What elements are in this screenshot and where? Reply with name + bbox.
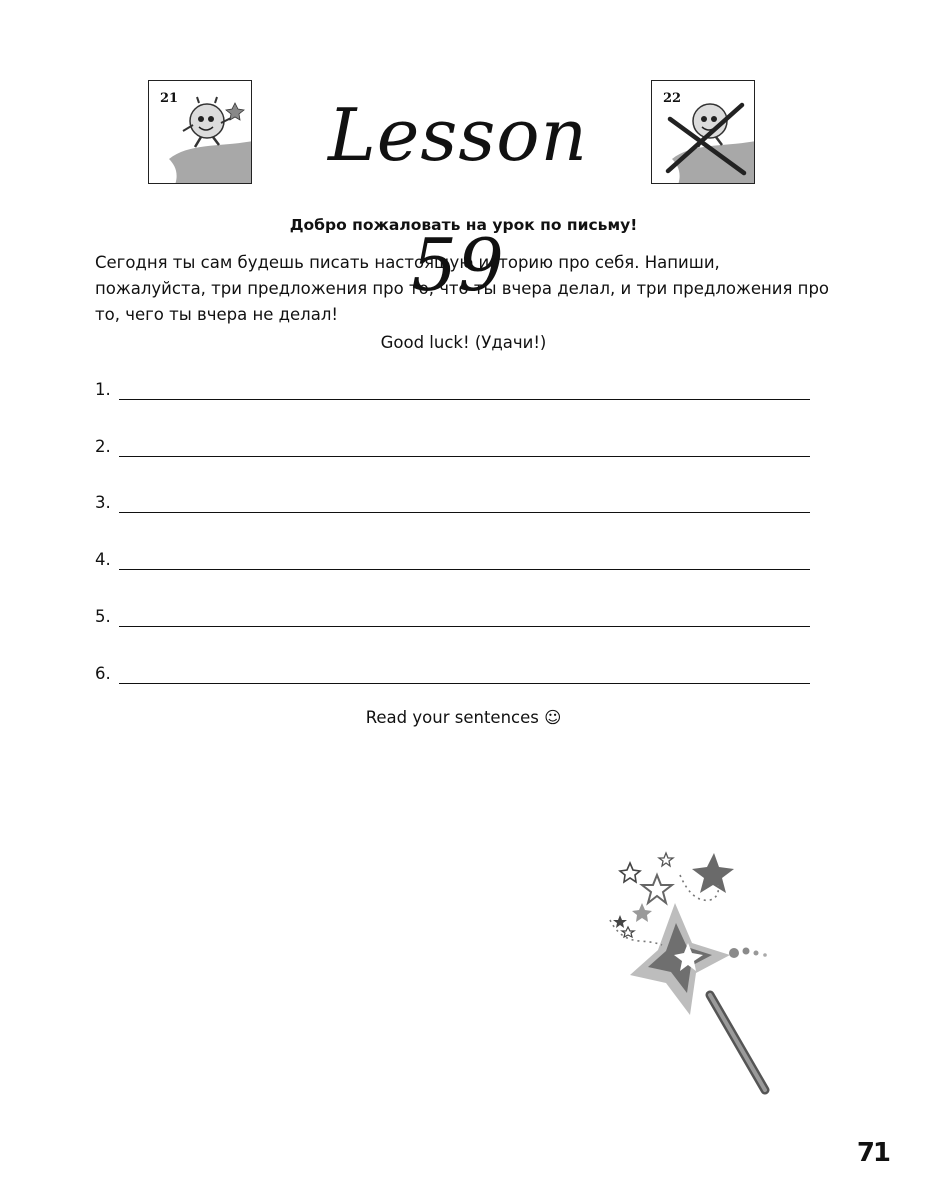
lesson-thumbnail-22 bbox=[651, 80, 755, 184]
line-number: 2. bbox=[95, 437, 111, 456]
thumbnail-number: 22 bbox=[663, 91, 682, 106]
instructions-text: Сегодня ты сам будешь писать настоящую историю про себя. Напиши, пожалуйста, три предложения про то, что ты вчера делал, и три предложения про то, чего ты вчера не делал! bbox=[95, 253, 830, 324]
thumbnail-number: 21 bbox=[160, 91, 179, 106]
blank-line[interactable] bbox=[119, 569, 810, 570]
writing-line-3[interactable] bbox=[95, 493, 810, 519]
page-number: 71 bbox=[856, 1138, 889, 1168]
writing-line-1[interactable] bbox=[95, 380, 810, 406]
lesson-thumbnail-21 bbox=[148, 80, 252, 184]
blank-line[interactable] bbox=[119, 456, 810, 457]
lesson-title: Lesson 59 bbox=[327, 93, 589, 307]
line-number: 1. bbox=[95, 380, 111, 399]
welcome-heading: Добро пожаловать на урок по письму! bbox=[289, 216, 638, 234]
line-number: 3. bbox=[95, 493, 111, 512]
blank-line[interactable] bbox=[119, 683, 810, 684]
line-number: 6. bbox=[95, 664, 111, 683]
magic-wand-illustration bbox=[600, 845, 780, 1095]
blank-line[interactable] bbox=[119, 626, 810, 627]
line-number: 5. bbox=[95, 607, 111, 626]
writing-line-5[interactable] bbox=[95, 607, 810, 633]
line-number: 4. bbox=[95, 550, 111, 569]
good-luck-text: Good luck! (Удачи!) bbox=[380, 333, 547, 352]
writing-line-6[interactable] bbox=[95, 664, 810, 690]
writing-line-2[interactable] bbox=[95, 437, 810, 463]
blank-line[interactable] bbox=[119, 399, 810, 400]
blank-line[interactable] bbox=[119, 512, 810, 513]
closing-text: Read your sentences ☺ bbox=[365, 708, 562, 727]
writing-line-4[interactable] bbox=[95, 550, 810, 576]
